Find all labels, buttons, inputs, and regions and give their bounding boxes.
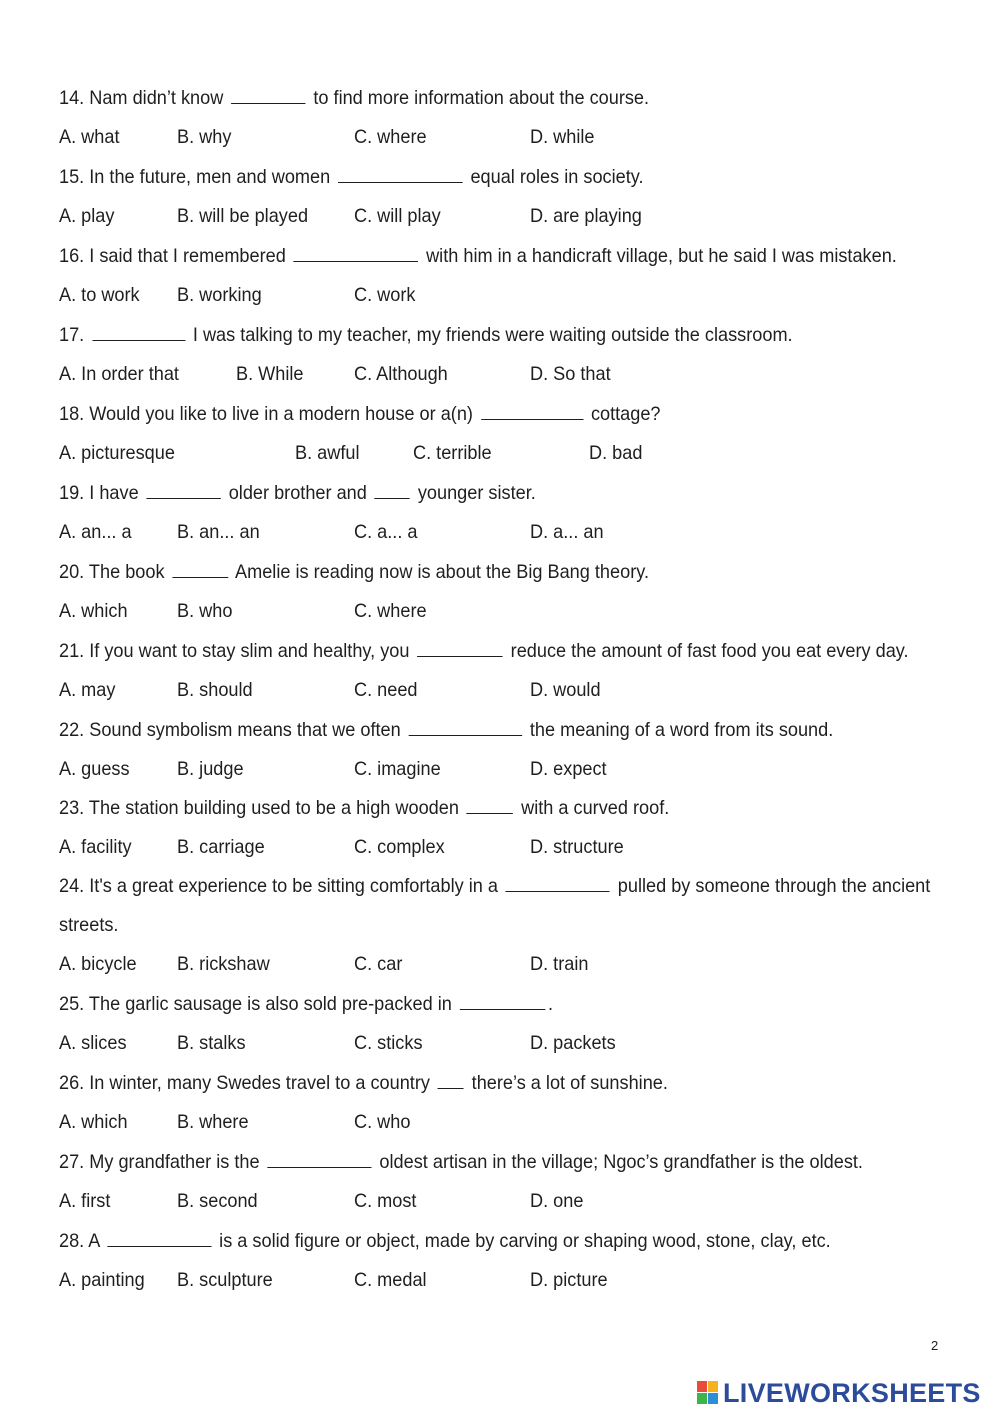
- question-text: 23. The station building used to be a high wooden: [59, 797, 464, 819]
- option-b: B. why: [176, 126, 232, 148]
- option-a: A. bicycle: [59, 953, 137, 975]
- options-row: [59, 757, 710, 781]
- question-text: 15. In the future, men and women: [59, 166, 336, 188]
- question-text: with him in a handicraft village, but he said I was mistaken.: [421, 245, 897, 267]
- options-row: [59, 125, 710, 149]
- option-a: A. to work: [59, 284, 140, 306]
- question-text: 24. It's a great experience to be sitting comfortably in a: [59, 875, 503, 897]
- option-b: B. who: [176, 600, 233, 622]
- question-text: 20. The book: [59, 561, 170, 583]
- option-d: D. packets: [529, 1032, 616, 1054]
- option-d: D. while: [529, 126, 595, 148]
- liveworksheets-logo-icon: [697, 1381, 719, 1405]
- question-text: I was talking to my teacher, my friends were waiting outside the classroom.: [187, 324, 793, 346]
- option-a: A. painting: [59, 1269, 145, 1291]
- option-c: C. will play: [353, 205, 441, 227]
- question-25: [59, 992, 553, 1016]
- options-row: [59, 1189, 710, 1213]
- option-c: C. medal: [353, 1269, 427, 1291]
- option-d: D. one: [529, 1190, 584, 1212]
- options-row: [59, 599, 710, 623]
- question-text: 25. The garlic sausage is also sold pre-packed in: [59, 993, 457, 1015]
- option-a: A. facility: [59, 836, 132, 858]
- answer-blank: [409, 718, 522, 736]
- question-text: reduce the amount of fast food you eat every day.: [505, 640, 909, 662]
- options-row: [59, 952, 710, 976]
- answer-blank: [92, 323, 185, 341]
- option-c: C. imagine: [353, 758, 441, 780]
- option-d: D. structure: [529, 836, 624, 858]
- option-a: A. which: [59, 1111, 128, 1133]
- question-text: 19. I have: [59, 482, 144, 504]
- options-row: [59, 441, 710, 465]
- question-text: 16. I said that I remembered: [59, 245, 291, 267]
- option-a: A. guess: [59, 758, 130, 780]
- question-text: cottage?: [585, 403, 661, 425]
- options-row: [59, 520, 710, 544]
- option-b: B. should: [176, 679, 253, 701]
- option-c: C. car: [353, 953, 403, 975]
- option-b: B. judge: [176, 758, 244, 780]
- question-text: older brother and: [223, 482, 372, 504]
- option-c: C. need: [353, 679, 418, 701]
- option-c: C. work: [353, 284, 416, 306]
- question-15: [59, 165, 644, 189]
- option-b: B. sculpture: [176, 1269, 273, 1291]
- option-d: D. are playing: [529, 205, 642, 227]
- option-d: D. train: [529, 953, 589, 975]
- option-d: D. picture: [529, 1269, 608, 1291]
- answer-blank: [417, 639, 503, 657]
- question-19: [59, 481, 536, 505]
- question-text: younger sister.: [412, 482, 536, 504]
- option-a: A. picturesque: [59, 442, 175, 464]
- option-b: B. awful: [294, 442, 360, 464]
- answer-blank: [438, 1071, 464, 1089]
- answer-blank: [460, 992, 546, 1010]
- question-text: is a solid figure or object, made by carving or shaping wood, stone, clay, etc.: [214, 1230, 831, 1252]
- answer-blank: [107, 1229, 211, 1247]
- question-continuation: streets.: [59, 914, 119, 936]
- answer-blank: [481, 402, 583, 420]
- option-d: D. So that: [529, 363, 611, 385]
- option-b: B. rickshaw: [176, 953, 270, 975]
- option-a: A. what: [59, 126, 120, 148]
- option-a: A. an... a: [59, 521, 132, 543]
- question-23: [59, 796, 669, 820]
- option-b: B. While: [235, 363, 304, 385]
- option-d: D. would: [529, 679, 601, 701]
- answer-blank: [338, 165, 463, 183]
- question-text: oldest artisan in the village; Ngoc’s grandfather is the oldest.: [374, 1151, 863, 1173]
- question-16: [59, 244, 897, 268]
- question-24: [59, 874, 930, 898]
- brand-name: LIVEWORKSHEETS: [723, 1377, 981, 1408]
- option-c: C. a... a: [353, 521, 418, 543]
- options-row: [59, 283, 710, 307]
- option-b: B. carriage: [176, 836, 265, 858]
- question-text: 28. A: [59, 1230, 105, 1252]
- question-20: [59, 560, 649, 584]
- question-27: [59, 1150, 863, 1174]
- option-c: C. complex: [353, 836, 445, 858]
- answer-blank: [375, 481, 410, 499]
- question-text: 17.: [59, 324, 90, 346]
- question-text: 26. In winter, many Swedes travel to a country: [59, 1072, 435, 1094]
- question-text: with a curved roof.: [516, 797, 670, 819]
- question-14: [59, 86, 649, 110]
- option-a: A. first: [59, 1190, 111, 1212]
- answer-blank: [294, 244, 419, 262]
- option-c: C. most: [353, 1190, 417, 1212]
- question-18: [59, 402, 661, 426]
- options-row: [59, 204, 710, 228]
- liveworksheets-logo: [697, 1375, 981, 1411]
- answer-blank: [146, 481, 220, 499]
- question-text: to find more information about the course.: [308, 87, 650, 109]
- question-17: [59, 323, 793, 347]
- answer-blank: [267, 1150, 371, 1168]
- answer-blank: [467, 796, 514, 814]
- question-text: 14. Nam didn’t know: [59, 87, 229, 109]
- option-d: D. expect: [529, 758, 607, 780]
- question-22: [59, 718, 833, 742]
- option-d: D. bad: [588, 442, 643, 464]
- option-c: C. where: [353, 600, 427, 622]
- options-row: [59, 1110, 710, 1134]
- option-a: A. which: [59, 600, 128, 622]
- question-text: the meaning of a word from its sound.: [524, 719, 834, 741]
- question-text: .: [548, 993, 554, 1015]
- options-row: [59, 678, 710, 702]
- option-b: B. an... an: [176, 521, 260, 543]
- answer-blank: [172, 560, 228, 578]
- option-c: C. where: [353, 126, 427, 148]
- question-text: 27. My grandfather is the: [59, 1151, 265, 1173]
- question-text: there’s a lot of sunshine.: [466, 1072, 668, 1094]
- option-b: B. working: [176, 284, 262, 306]
- option-b: B. where: [176, 1111, 249, 1133]
- question-26: [59, 1071, 668, 1095]
- question-text: 22. Sound symbolism means that we often: [59, 719, 406, 741]
- option-c: C. Although: [353, 363, 448, 385]
- page-number: 2: [931, 1338, 939, 1353]
- option-c: C. terrible: [412, 442, 492, 464]
- option-b: B. second: [176, 1190, 258, 1212]
- question-21: [59, 639, 909, 663]
- option-b: B. will be played: [176, 205, 309, 227]
- question-28: [59, 1229, 831, 1253]
- question-text: Amelie is reading now is about the Big Bang theory.: [230, 561, 649, 583]
- options-row: [59, 1031, 710, 1055]
- option-a: A. may: [59, 679, 116, 701]
- options-row: [59, 1268, 710, 1292]
- option-c: C. sticks: [353, 1032, 423, 1054]
- options-row: [59, 835, 710, 859]
- question-text: equal roles in society.: [465, 166, 644, 188]
- answer-blank: [506, 874, 610, 892]
- option-a: A. In order that: [59, 363, 179, 385]
- question-text: 18. Would you like to live in a modern house or a(n): [59, 403, 479, 425]
- options-row: [59, 362, 710, 386]
- question-text: 21. If you want to stay slim and healthy, you: [59, 640, 415, 662]
- option-c: C. who: [353, 1111, 411, 1133]
- option-d: D. a... an: [529, 521, 604, 543]
- question-text: pulled by someone through the ancient: [612, 875, 931, 897]
- answer-blank: [231, 86, 305, 104]
- option-a: A. slices: [59, 1032, 127, 1054]
- option-a: A. play: [59, 205, 115, 227]
- option-b: B. stalks: [176, 1032, 246, 1054]
